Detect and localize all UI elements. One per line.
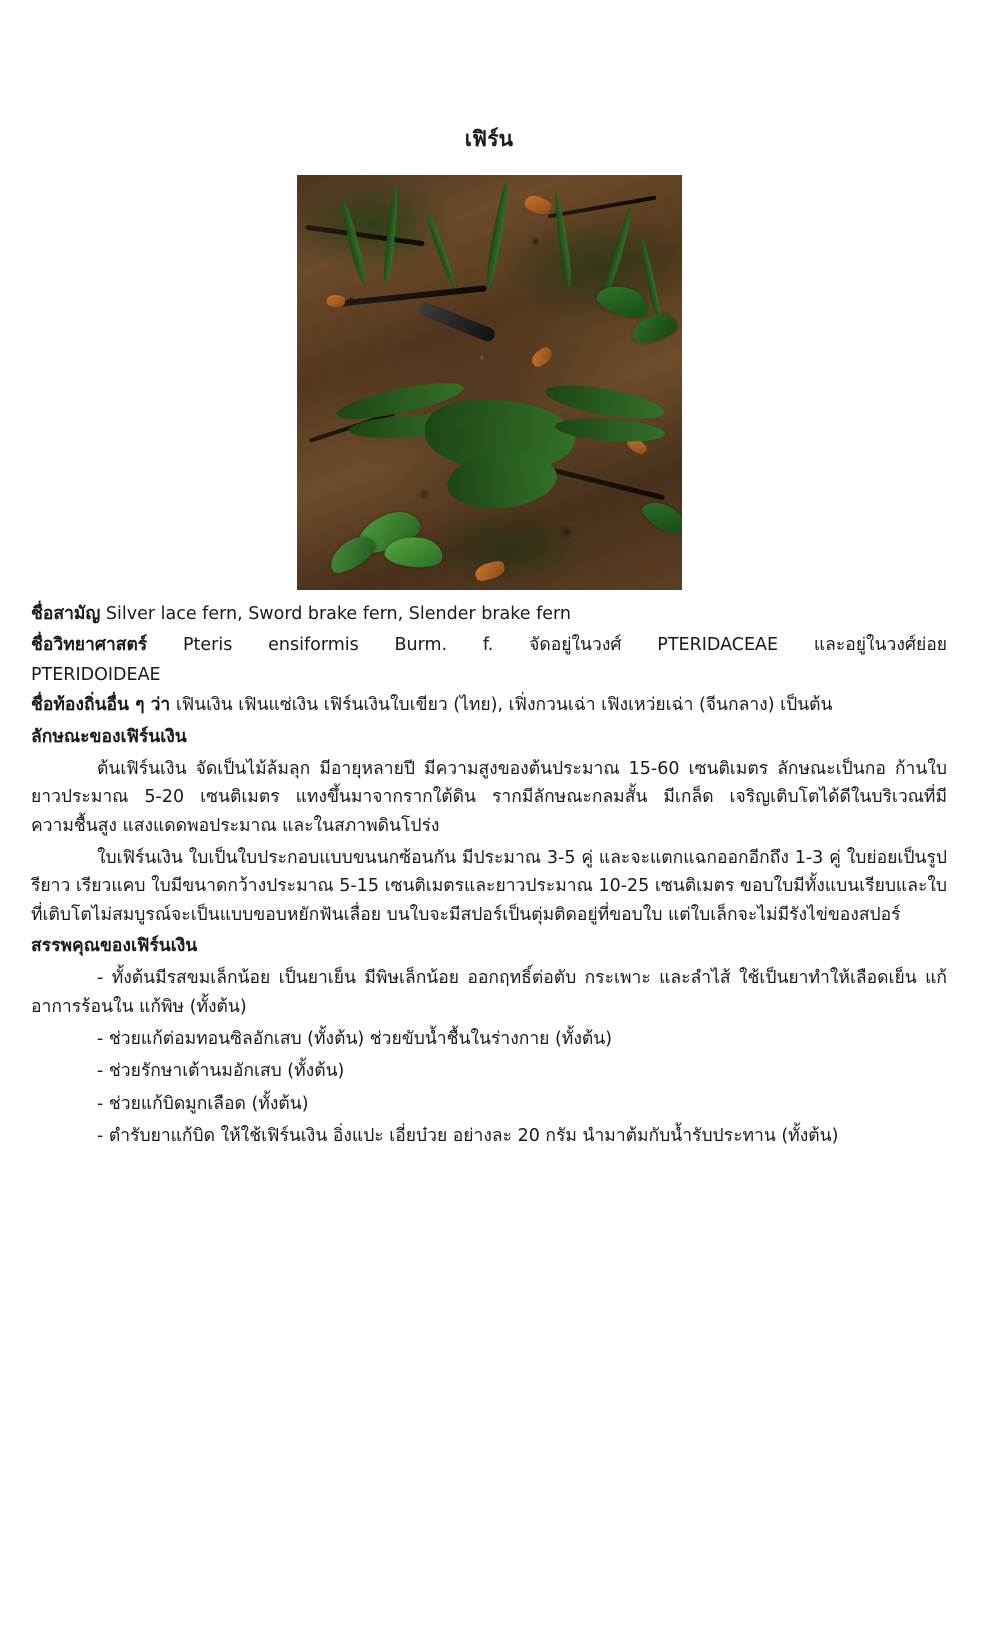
document-content <box>31 0 947 1150</box>
page-title: เฟิร์น <box>464 127 514 151</box>
document-body <box>31 600 947 1150</box>
field-scientific-name <box>31 631 947 659</box>
field-common-name <box>31 600 947 628</box>
bullet-item-3: - ช่วยรักษาเต้านมอักเสบ (ทั้งต้น) <box>97 1061 345 1082</box>
bullet-item-5: - ตำรับยาแก้บิด ให้ใช้เฟิร์นเงิน อิ่งแปะ เอี่ยบ๋วย อย่างละ 20 กรัม นำมาต้มกับน้ำรับประทาน (ทั้งต้น) <box>97 1126 839 1147</box>
field-common-name-label: ชื่อสามัญ <box>31 604 101 625</box>
field-local-names <box>31 691 947 719</box>
bullet-item-4: - ช่วยแก้บิดมูกเลือด (ทั้งต้น) <box>97 1093 309 1114</box>
section-heading-characteristics: ลักษณะของเฟิร์นเงิน <box>31 726 187 747</box>
bullet-item-1: - ทั้งต้นมีรสขมเล็กน้อย เป็นยาเย็น มีพิษเล็กน้อย ออกฤทธิ์ต่อตับ กระเพาะ และลำไส้ ใช้เป็นยาทำให้เลือดเย็น แก้อาการร้อนใน แก้พิษ (ทั้งต้น) <box>31 968 947 1017</box>
paragraph-leaf-description: ใบเฟิร์นเงิน ใบเป็นใบประกอบแบบขนนกซ้อนกัน มีประมาณ 3-5 คู่ และจะแตกแฉกออกอีกถึง 1-3 คู่ ใบย่อยเป็นรูปรียาว เรียวแคบ ใบมีขนาดกว้างประมาณ 5-15 เซนติเมตรและยาวประมาณ 10-25 เซนติเมตร ขอบใบมีทั้งแบนเรียบและใบที่เติบโตไม่สมบูรณ์จะเป็นแบบขอบหยักฟันเลื่อย บนใบจะมีสปอร์เป็นตุ่มติดอยู่ที่ขอบใบ แต่ใบเล็กจะไม่มีรังไข่ของสปอร์ <box>31 848 947 925</box>
bullet-item-2: - ช่วยแก้ต่อมทอนซิลอักเสบ (ทั้งต้น) ช่วยขับน้ำชื้นในร่างกาย (ทั้งต้น) <box>97 1029 613 1050</box>
field-common-name-value: Silver lace fern, Sword brake fern, Slender brake fern <box>100 604 572 625</box>
field-local-names-value: เฟินเงิน เฟินแซ่เงิน เฟิร์นเงินใบเขียว (ไทย), เฟิ่งกวนเฉ่า เฟิงเหว่ยเฉ่า (จีนกลาง) เป็นต้น <box>170 695 833 716</box>
section-heading-properties: สรรพคุณของเฟิร์นเงิน <box>31 936 198 957</box>
field-scientific-name-value: Pteris ensiformis Burm. f. จัดอยู่ในวงศ์ PTERIDACEAE และอยู่ในวงศ์ย่อย <box>147 634 947 655</box>
field-scientific-name-label: ชื่อวิทยาศาสตร์ <box>31 634 148 655</box>
fern-photo <box>297 175 682 590</box>
field-local-names-label: ชื่อท้องถิ่นอื่น ๆ ว่า <box>31 695 171 716</box>
field-scientific-name-continuation: PTERIDOIDEAE <box>31 664 161 685</box>
paragraph-plant-description: ต้นเฟิร์นเงิน จัดเป็นไม้ล้มลุก มีอายุหลายปี มีความสูงของต้นประมาณ 15-60 เซนติเมตร ลักษณะเป็นกอ ก้านใบยาวประมาณ 5-20 เซนติเมตร แทงขึ้นมาจากรากใต้ดิน รากมีลักษณะกลมสั้น มีเกล็ด เจริญเติบโตได้ดีในบริเวณที่มีความชื้นสูง แสงแดดพอประมาณ และในสภาพดินโปร่ง <box>31 759 947 836</box>
